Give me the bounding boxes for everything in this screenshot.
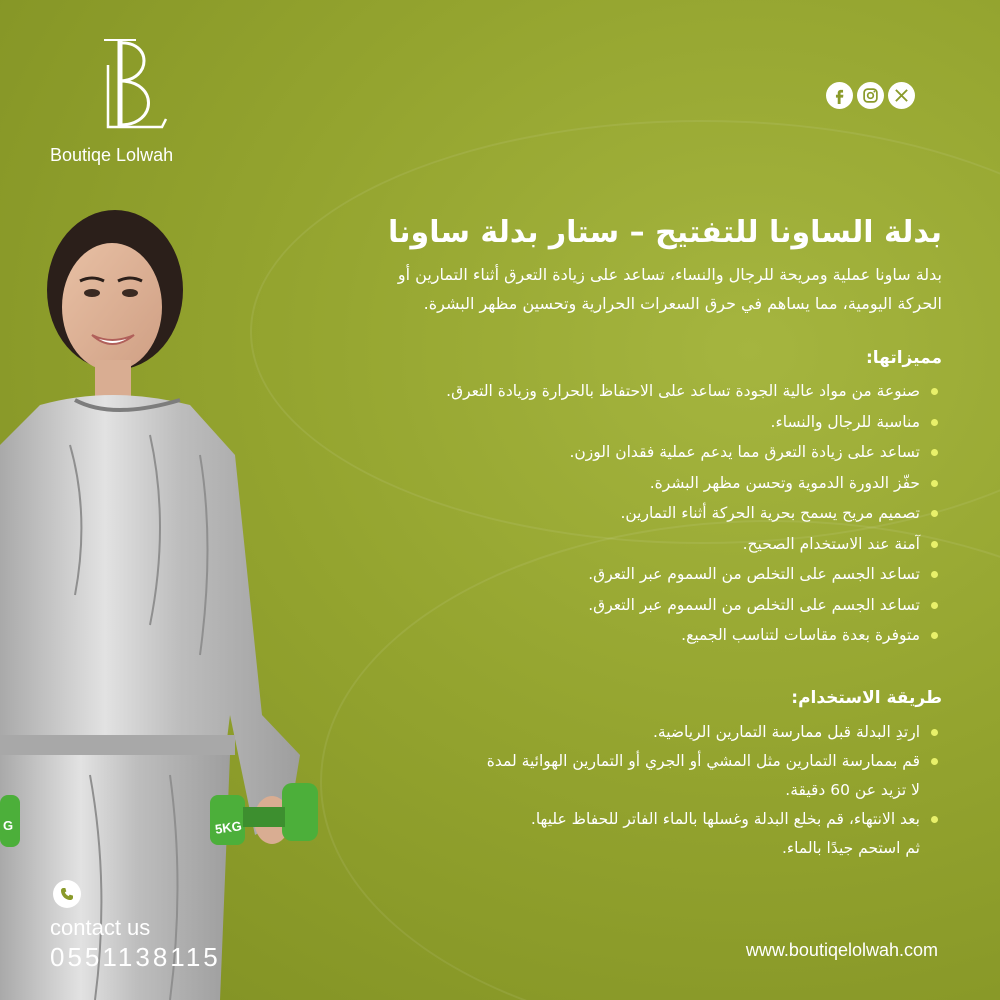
- list-item: آمنة عند الاستخدام الصحيح.: [322, 529, 942, 560]
- step-line: ثم استحم جيدًا بالماء.: [781, 839, 920, 857]
- step-line: لا تزيد عن 60 دقيقة.: [785, 781, 920, 799]
- list-item: [322, 747, 942, 805]
- model-in-sauna-suit-image: [0, 195, 320, 1000]
- features-section: [322, 348, 942, 651]
- list-item: متوفرة بعدة مقاسات لتناسب الجميع.: [322, 620, 942, 651]
- product-intro: [322, 260, 942, 318]
- brand-name: Boutiqe Lolwah: [50, 145, 174, 165]
- step-line: بعد الانتهاء، قم بخلع البدلة وغسلها بالماء الفاتر للحفاظ عليها.: [530, 810, 920, 828]
- list-item: ارتدِ البدلة قبل ممارسة التمارين الرياضية.: [322, 718, 942, 747]
- instagram-icon[interactable]: [857, 82, 884, 109]
- usage-heading: طريقة الاستخدام:: [791, 688, 942, 708]
- social-links: [826, 82, 915, 109]
- usage-steps-list: [322, 718, 942, 863]
- phone-icon[interactable]: [53, 880, 81, 908]
- features-list: [322, 376, 942, 651]
- dumbbell-label: 5KG: [214, 818, 243, 837]
- x-icon[interactable]: [888, 82, 915, 109]
- list-item: حفّز الدورة الدموية وتحسن مظهر البشرة.: [322, 468, 942, 499]
- monogram-logo-icon: [90, 35, 170, 135]
- list-item: مناسبة للرجال والنساء.: [322, 407, 942, 438]
- product-title: بدلة الساونا للتفتيح – ستار بدلة ساونا: [388, 215, 942, 250]
- list-item: تساعد الجسم على التخلص من السموم عبر التعرق.: [322, 590, 942, 621]
- website-link[interactable]: www.boutiqelolwah.com: [745, 940, 938, 960]
- step-line: قم بممارسة التمارين مثل المشي أو الجري أو التمارين الهوائية لمدة: [486, 752, 920, 770]
- list-item: تصميم مريح يسمح بحرية الحركة أثناء التمارين.: [322, 498, 942, 529]
- contact-phone[interactable]: 0551138115: [50, 942, 221, 972]
- list-item: صنوعة من مواد عالية الجودة تساعد على الاحتفاظ بالحرارة وزيادة التعرق.: [322, 376, 942, 407]
- features-heading: مميزاتها:: [865, 348, 942, 368]
- list-item: تساعد الجسم على التخلص من السموم عبر التعرق.: [322, 559, 942, 590]
- intro-line: الحركة اليومية، مما يساهم في حرق السعرات الحرارية وتحسين مظهر البشرة.: [423, 294, 942, 313]
- facebook-icon[interactable]: [826, 82, 853, 109]
- list-item: تساعد على زيادة التعرق مما يدعم عملية فقدان الوزن.: [322, 437, 942, 468]
- contact-label: contact us: [50, 915, 151, 940]
- product-header: [322, 210, 942, 318]
- usage-section: [322, 688, 942, 863]
- intro-line: بدلة ساونا عملية ومريحة للرجال والنساء، تساعد على زيادة التعرق أثناء التمارين أو: [397, 265, 942, 284]
- dumbbell-label-partial: G: [3, 818, 14, 833]
- list-item: [322, 805, 942, 863]
